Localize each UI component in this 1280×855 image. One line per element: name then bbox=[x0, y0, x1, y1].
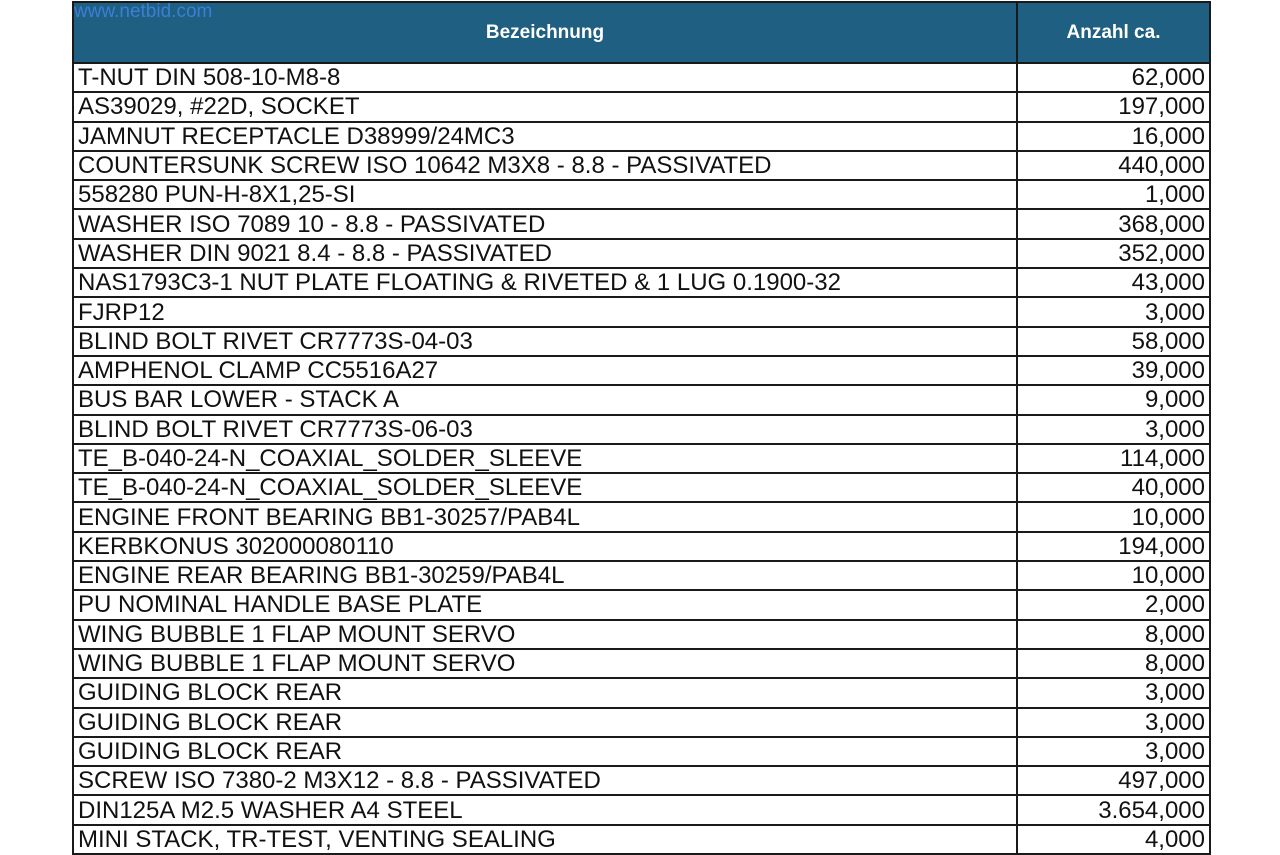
cell-description: NAS1793C3-1 NUT PLATE FLOATING & RIVETED & 1 LUG 0.1900-32 bbox=[73, 268, 1017, 297]
table-row bbox=[73, 825, 1210, 854]
table-row bbox=[73, 327, 1210, 356]
cell-quantity: 39,000 bbox=[1017, 356, 1210, 385]
table-row bbox=[73, 151, 1210, 180]
table-row bbox=[73, 415, 1210, 444]
cell-description: GUIDING BLOCK REAR bbox=[73, 708, 1017, 737]
cell-quantity: 3,000 bbox=[1017, 297, 1210, 326]
cell-description: MINI STACK, TR-TEST, VENTING SEALING bbox=[73, 825, 1017, 854]
cell-description: WING BUBBLE 1 FLAP MOUNT SERVO bbox=[73, 649, 1017, 678]
table-row bbox=[73, 268, 1210, 297]
cell-description: AMPHENOL CLAMP CC5516A27 bbox=[73, 356, 1017, 385]
table-row bbox=[73, 209, 1210, 238]
cell-quantity: 497,000 bbox=[1017, 766, 1210, 795]
table-row bbox=[73, 297, 1210, 326]
cell-quantity: 3,000 bbox=[1017, 678, 1210, 707]
table-row bbox=[73, 620, 1210, 649]
cell-quantity: 440,000 bbox=[1017, 151, 1210, 180]
table-row bbox=[73, 122, 1210, 151]
cell-quantity: 10,000 bbox=[1017, 561, 1210, 590]
table-header-row bbox=[73, 2, 1210, 63]
cell-description: PU NOMINAL HANDLE BASE PLATE bbox=[73, 590, 1017, 619]
cell-description: T-NUT DIN 508-10-M8-8 bbox=[73, 63, 1017, 92]
parts-table bbox=[72, 1, 1211, 855]
cell-description: BUS BAR LOWER - STACK A bbox=[73, 385, 1017, 414]
cell-quantity: 3,000 bbox=[1017, 415, 1210, 444]
column-header-description: Bezeichnung bbox=[73, 2, 1017, 63]
table-body bbox=[73, 63, 1210, 854]
table-row bbox=[73, 473, 1210, 502]
cell-quantity: 9,000 bbox=[1017, 385, 1210, 414]
cell-description: TE_B-040-24-N_COAXIAL_SOLDER_SLEEVE bbox=[73, 444, 1017, 473]
table-row bbox=[73, 92, 1210, 121]
cell-description: JAMNUT RECEPTACLE D38999/24MC3 bbox=[73, 122, 1017, 151]
netbid-watermark: www.netbid.com bbox=[74, 1, 213, 22]
cell-quantity: 58,000 bbox=[1017, 327, 1210, 356]
table-row bbox=[73, 385, 1210, 414]
cell-quantity: 10,000 bbox=[1017, 502, 1210, 531]
table-row bbox=[73, 795, 1210, 824]
cell-description: WASHER ISO 7089 10 - 8.8 - PASSIVATED bbox=[73, 209, 1017, 238]
table-row bbox=[73, 678, 1210, 707]
table-row bbox=[73, 63, 1210, 92]
cell-description: WASHER DIN 9021 8.4 - 8.8 - PASSIVATED bbox=[73, 239, 1017, 268]
cell-description: AS39029, #22D, SOCKET bbox=[73, 92, 1017, 121]
cell-quantity: 62,000 bbox=[1017, 63, 1210, 92]
cell-description: TE_B-040-24-N_COAXIAL_SOLDER_SLEEVE bbox=[73, 473, 1017, 502]
cell-quantity: 16,000 bbox=[1017, 122, 1210, 151]
table-row bbox=[73, 590, 1210, 619]
cell-description: SCREW ISO 7380-2 M3X12 - 8.8 - PASSIVATED bbox=[73, 766, 1017, 795]
table-row bbox=[73, 444, 1210, 473]
cell-quantity: 43,000 bbox=[1017, 268, 1210, 297]
cell-description: BLIND BOLT RIVET CR7773S-06-03 bbox=[73, 415, 1017, 444]
cell-quantity: 8,000 bbox=[1017, 620, 1210, 649]
cell-quantity: 3,000 bbox=[1017, 737, 1210, 766]
table-row bbox=[73, 239, 1210, 268]
cell-quantity: 197,000 bbox=[1017, 92, 1210, 121]
table-row bbox=[73, 561, 1210, 590]
cell-quantity: 352,000 bbox=[1017, 239, 1210, 268]
table-row bbox=[73, 502, 1210, 531]
cell-quantity: 2,000 bbox=[1017, 590, 1210, 619]
cell-description: FJRP12 bbox=[73, 297, 1017, 326]
cell-quantity: 4,000 bbox=[1017, 825, 1210, 854]
cell-quantity: 1,000 bbox=[1017, 180, 1210, 209]
cell-quantity: 3,000 bbox=[1017, 708, 1210, 737]
table-row bbox=[73, 766, 1210, 795]
table-row bbox=[73, 737, 1210, 766]
cell-quantity: 114,000 bbox=[1017, 444, 1210, 473]
table-row bbox=[73, 532, 1210, 561]
cell-description: WING BUBBLE 1 FLAP MOUNT SERVO bbox=[73, 620, 1017, 649]
table-row bbox=[73, 649, 1210, 678]
cell-description: BLIND BOLT RIVET CR7773S-04-03 bbox=[73, 327, 1017, 356]
cell-quantity: 40,000 bbox=[1017, 473, 1210, 502]
table-row bbox=[73, 180, 1210, 209]
cell-description: KERBKONUS 302000080110 bbox=[73, 532, 1017, 561]
cell-description: 558280 PUN-H-8X1,25-SI bbox=[73, 180, 1017, 209]
cell-quantity: 368,000 bbox=[1017, 209, 1210, 238]
cell-quantity: 8,000 bbox=[1017, 649, 1210, 678]
cell-description: ENGINE REAR BEARING BB1-30259/PAB4L bbox=[73, 561, 1017, 590]
cell-quantity: 194,000 bbox=[1017, 532, 1210, 561]
cell-quantity: 3.654,000 bbox=[1017, 795, 1210, 824]
cell-description: GUIDING BLOCK REAR bbox=[73, 678, 1017, 707]
table-row bbox=[73, 708, 1210, 737]
cell-description: DIN125A M2.5 WASHER A4 STEEL bbox=[73, 795, 1017, 824]
column-header-quantity: Anzahl ca. bbox=[1017, 2, 1210, 63]
table-row bbox=[73, 356, 1210, 385]
cell-description: ENGINE FRONT BEARING BB1-30257/PAB4L bbox=[73, 502, 1017, 531]
cell-description: GUIDING BLOCK REAR bbox=[73, 737, 1017, 766]
cell-description: COUNTERSUNK SCREW ISO 10642 M3X8 - 8.8 - PASSIVATED bbox=[73, 151, 1017, 180]
